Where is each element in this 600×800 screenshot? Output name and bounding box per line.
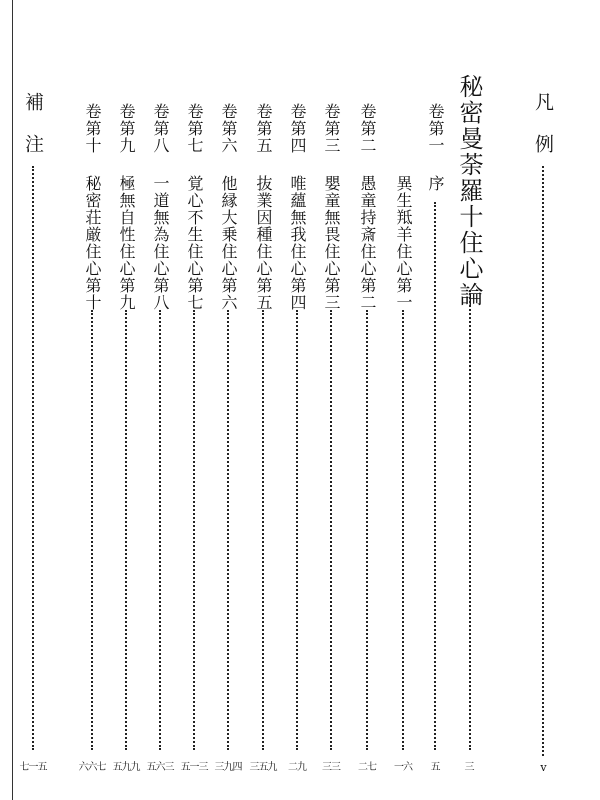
section-page-number: 六六七: [78, 762, 106, 773]
section-leader-dots: [159, 310, 163, 750]
fanli-leader-dots: [542, 166, 546, 756]
section-page-number: 三三: [322, 762, 340, 773]
section-page-number: 二七: [358, 762, 376, 773]
volume-label: 卷第二: [358, 103, 377, 154]
volume-label: 卷第十: [83, 103, 102, 154]
section-label: 覚心不生住心第七: [185, 175, 204, 311]
page-edge-line: [12, 0, 13, 800]
section-page-number: 五九九: [112, 762, 140, 773]
section-leader-dots: [125, 310, 129, 750]
section-label: 唯蘊無我住心第四: [288, 175, 307, 311]
section-label: 愚童持斎住心第二: [358, 175, 377, 311]
section-page-number: 一六: [394, 762, 412, 773]
section-leader-dots: [193, 310, 197, 750]
volume-label: 卷第四: [288, 103, 307, 154]
preface-leader-dots: [434, 202, 438, 750]
section-label-preface: 序: [426, 175, 445, 192]
work-title: 秘密曼荼羅十住心論: [455, 74, 483, 308]
volume-label: 卷第五: [254, 103, 273, 154]
preface-page-number: 五: [430, 762, 440, 773]
section-leader-dots: [227, 310, 231, 750]
section-label: 極無自性住心第九: [117, 175, 136, 311]
section-leader-dots: [366, 310, 370, 750]
section-page-number: 二九: [288, 762, 306, 773]
section-leader-dots: [296, 310, 300, 750]
section-label: 他縁大乗住心第六: [219, 175, 238, 311]
supplement-page-number: 七一五: [19, 762, 47, 773]
section-label: 秘密荘厳住心第十: [83, 175, 102, 311]
section-page-number: 三九四: [214, 762, 242, 773]
supplement-leader-dots: [32, 166, 36, 750]
volume-label: 卷第三: [322, 103, 341, 154]
section-label: 異生羝羊住心第一: [394, 175, 413, 311]
section-label: 嬰童無畏住心第三: [322, 175, 341, 311]
volume-label: 卷第九: [117, 103, 136, 154]
section-page-number: 五一三: [180, 762, 208, 773]
fanli-label: 凡 例: [532, 92, 554, 155]
section-page-number: 三五九: [249, 762, 277, 773]
fanli-page-number: v: [540, 761, 546, 774]
supplement-label: 補 注: [22, 92, 44, 155]
section-leader-dots: [402, 310, 406, 750]
section-leader-dots: [91, 310, 95, 750]
volume-label: 卷第七: [185, 103, 204, 154]
section-leader-dots: [262, 310, 266, 750]
section-leader-dots: [330, 310, 334, 750]
section-label: 抜業因種住心第五: [254, 175, 273, 311]
section-label: 一道無為住心第八: [151, 175, 170, 311]
title-page-number: 三: [464, 762, 474, 773]
volume-label: 卷第六: [219, 103, 238, 154]
section-page-number: 五六三: [146, 762, 174, 773]
volume-label: 卷第八: [151, 103, 170, 154]
volume-label: 卷第一: [426, 103, 445, 154]
title-leader-dots: [469, 290, 473, 750]
